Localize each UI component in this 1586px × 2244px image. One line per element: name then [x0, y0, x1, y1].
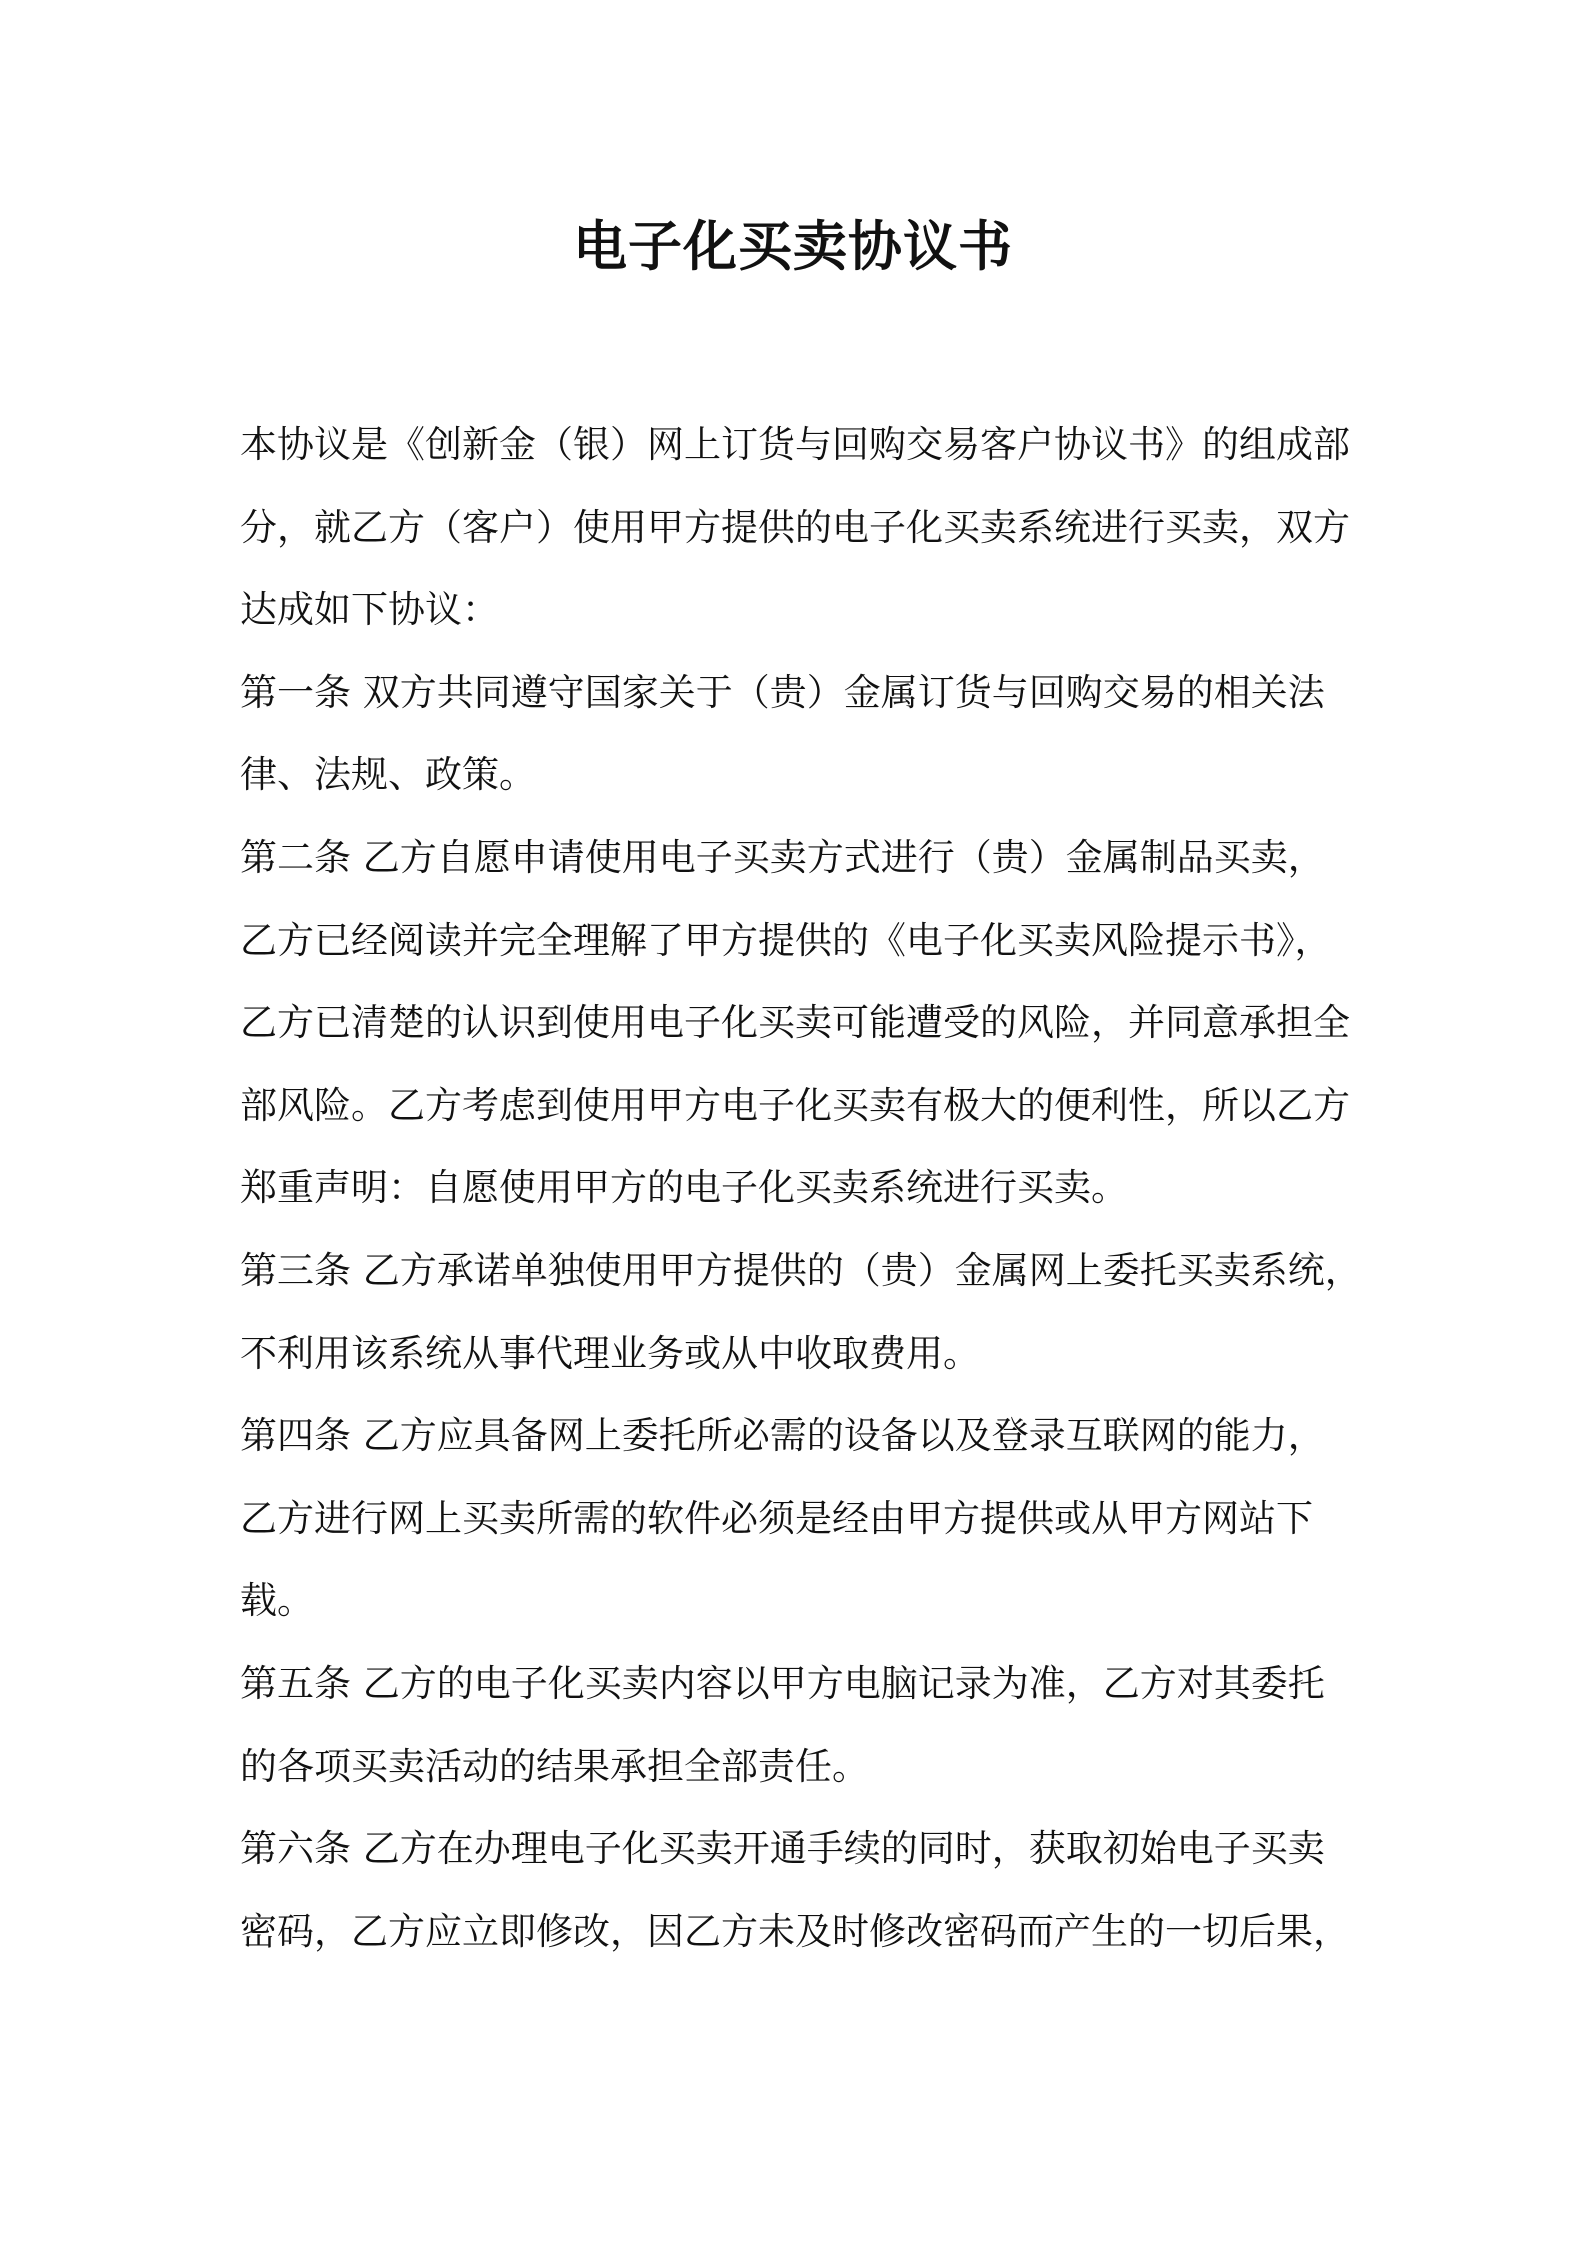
body-line: 乙方已清楚的认识到使用电子化买卖可能遭受的风险，并同意承担全 — [240, 1001, 1350, 1045]
body-line: 乙方进行网上买卖所需的软件必须是经由甲方提供或从甲方网站下 — [240, 1496, 1313, 1540]
body-line: 部风险。乙方考虑到使用甲方电子化买卖有极大的便利性，所以乙方 — [240, 1083, 1350, 1127]
body-line: 载。 — [240, 1579, 314, 1623]
body-line: 郑重声明：自愿使用甲方的电子化买卖系统进行买卖。 — [240, 1166, 1128, 1210]
body-line: 本协议是《创新金（银）网上订货与回购交易客户协议书》的组成部 — [240, 423, 1350, 466]
body-line: 达成如下协议： — [240, 588, 499, 632]
document-title: 电子化买卖协议书 — [573, 215, 1013, 278]
body-line: 分，就乙方（客户）使用甲方提供的电子化买卖系统进行买卖，双方 — [240, 505, 1350, 549]
body-line: 第六条 乙方在办理电子化买卖开通手续的同时，获取初始电子买卖 — [240, 1827, 1325, 1871]
body-line: 第一条 双方共同遵守国家关于（贵）金属订货与回购交易的相关法 — [240, 670, 1325, 714]
body-line: 第二条 乙方自愿申请使用电子买卖方式进行（贵）金属制品买卖， — [240, 835, 1325, 879]
body-line: 律、法规、政策。 — [240, 753, 536, 797]
body-line: 乙方已经阅读并完全理解了甲方提供的《电子化买卖风险提示书》， — [240, 918, 1332, 962]
document-body — [240, 404, 1360, 1973]
body-line: 的各项买卖活动的结果承担全部责任。 — [240, 1744, 869, 1788]
body-line: 第四条 乙方应具备网上委托所必需的设备以及登录互联网的能力， — [240, 1414, 1325, 1458]
body-line: 密码，乙方应立即修改，因乙方未及时修改密码而产生的一切后果， — [240, 1909, 1350, 1953]
body-line: 第五条 乙方的电子化买卖内容以甲方电脑记录为准，乙方对其委托 — [240, 1661, 1325, 1705]
body-line: 第三条 乙方承诺单独使用甲方提供的（贵）金属网上委托买卖系统， — [240, 1248, 1362, 1292]
body-line: 不利用该系统从事代理业务或从中收取费用。 — [240, 1331, 980, 1375]
